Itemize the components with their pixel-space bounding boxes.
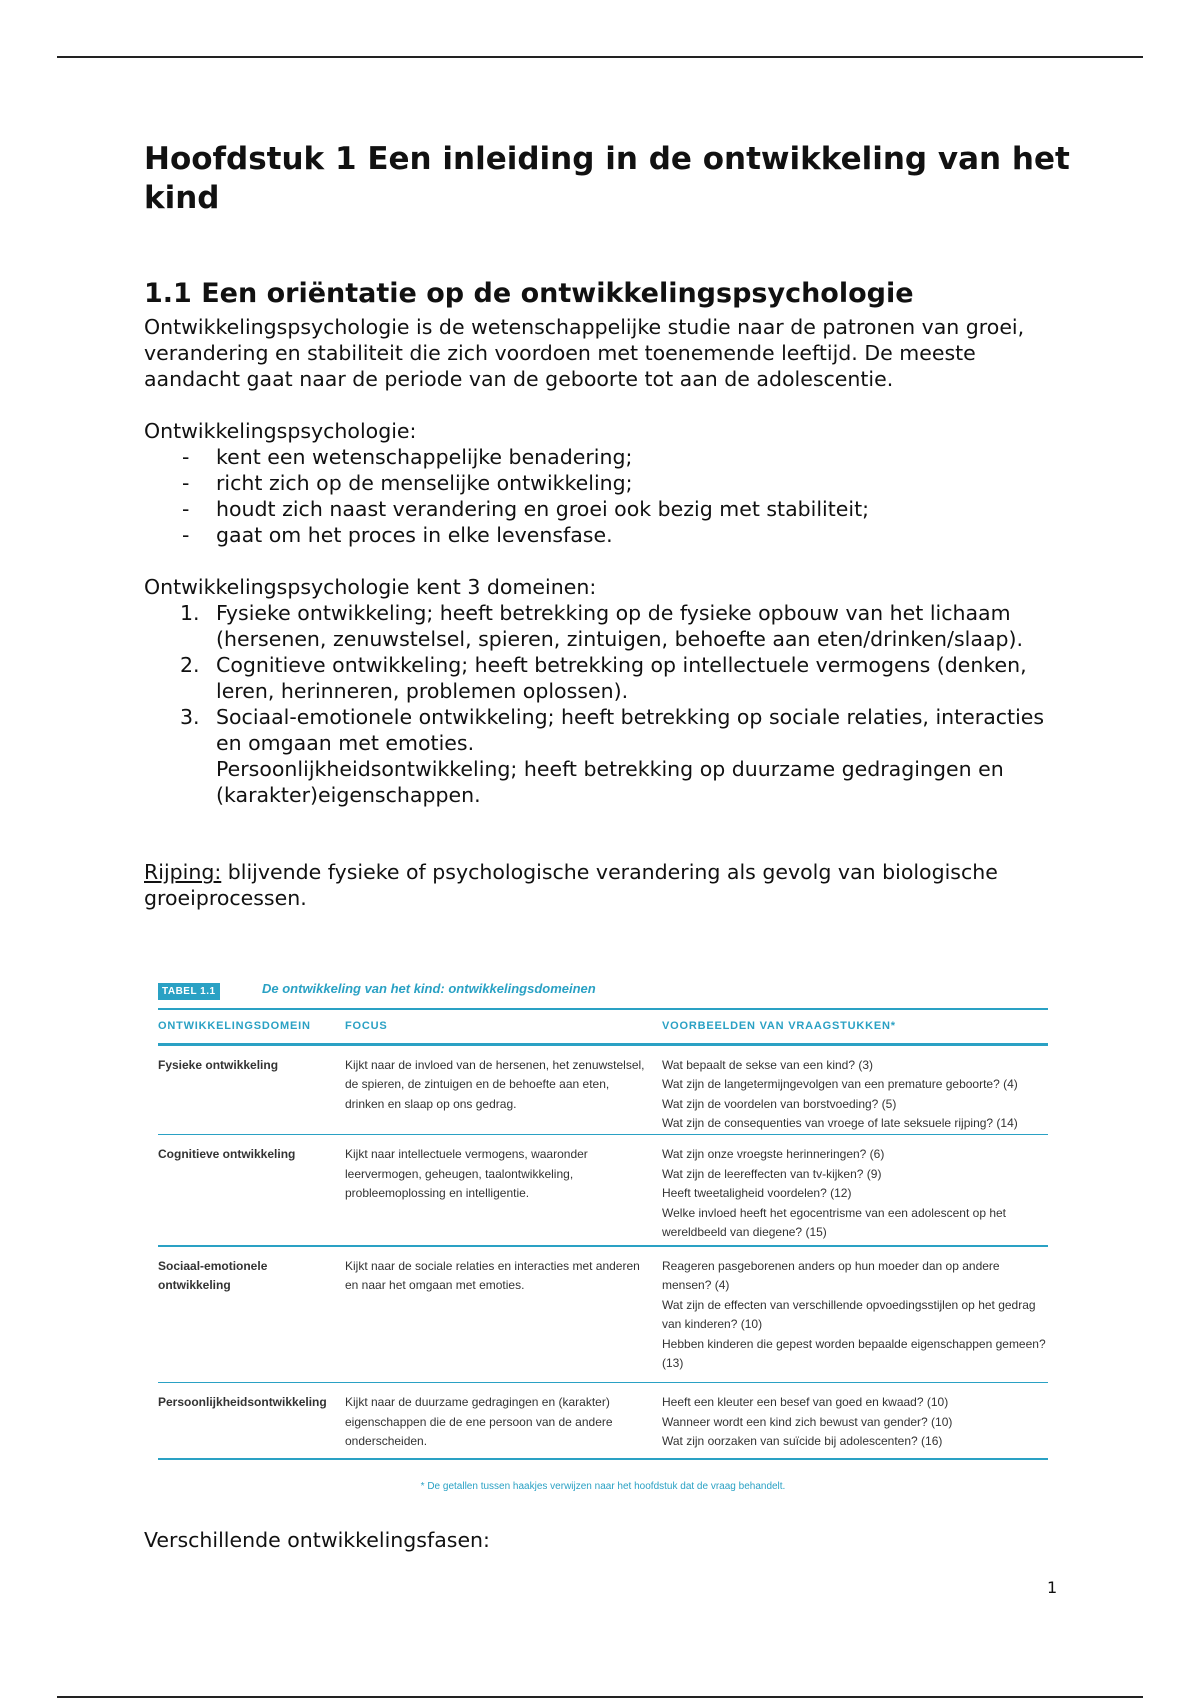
section-heading: 1.1 Een oriëntatie op de ontwikkelingspsychologie [144, 278, 914, 309]
table-row: Sociaal-emotionele ontwikkeling Kijkt naar de sociale relaties en interacties met anderen en naar het omgaan met emoties. Reageren pasgeborenen anders op hun moeder dan op andere mensen? (4) Wat zijn de effecten van verschillende opvoedingsstijlen op het gedrag van kinderen? (10) Hebben kinderen die gepest worden bepaalde eigenschappen gemeen? (13) [158, 1258, 1046, 1370]
table-bottom-rule [158, 1458, 1048, 1460]
characteristics-list [144, 444, 1074, 548]
development-domains-table [158, 978, 1048, 1492]
list-item: - kent een wetenschappelijke benadering; [182, 445, 633, 469]
list-item: 3. Sociaal-emotionele ontwikkeling; heeft betrekking op sociale relaties, interacties en omgaan met emoties. [180, 705, 1045, 755]
domains-list [144, 600, 1074, 808]
list-item: Persoonlijkheidsontwikkeling; heeft betrekking op duurzame gedragingen en (karakter)eigenschappen. [216, 757, 1004, 807]
list2-intro: Ontwikkelingspsychologie kent 3 domeinen: [144, 575, 597, 599]
list-item: - richt zich op de menselijke ontwikkeling; [182, 471, 633, 495]
table-row: Fysieke ontwikkeling Kijkt naar de invloed van de hersenen, het zenuwstelsel, de spieren, de zintuigen en de behoefte aan eten, drinken en slaap op ons gedrag. Wat bepaalt de sekse van een kind? (3) Wat zijn de langetermijngevolgen van een premature geboorte? (4) Wat zijn de voordelen van borstvoeding? (5) Wat zijn de consequenties van vroege of late seksuele rijping? (14) [158, 1057, 1018, 1130]
list1-intro: Ontwikkelingspsychologie: [144, 419, 417, 443]
table-badge: TABEL 1.1 [158, 983, 220, 1000]
list-item: 2. Cognitieve ontwikkeling; heeft betrekking op intellectuele vermogens (denken, leren, herinneren, problemen oplossen). [180, 653, 1027, 703]
definition-text: blijvende fysieke of psychologische verandering als gevolg van biologische groeiprocessen. [144, 860, 998, 910]
intro-paragraph: Ontwikkelingspsychologie is de wetenschappelijke studie naar de patronen van groei, verandering en stabiliteit die zich voordoen met toenemende leeftijd. De meeste aandacht gaat naar de periode van de geboorte tot aan de adolescentie. [144, 315, 1025, 391]
header-examples: VOORBEELDEN VAN VRAAGSTUKKEN* [662, 1019, 896, 1032]
header-rule [57, 56, 1143, 58]
table-row: Cognitieve ontwikkeling Kijkt naar intellectuele vermogens, waaronder leervermogen, geheugen, taalontwikkeling, probleemoplossing en intelligentie. Wat zijn onze vroegste herinneringen? (6) Wat zijn de leereffecten van tv-kijken? (9) Heeft tweetaligheid voordelen? (12) Welke invloed heeft het egocentrisme van een adolescent op het wereldbeeld van diegene? (15) [158, 1147, 1007, 1239]
list-item: 1. Fysieke ontwikkeling; heeft betrekking op de fysieke opbouw van het lichaam (hersenen, zenuwstelsel, spieren, zintuigen, behoefte aan eten/drinken/slaap). [180, 601, 1023, 651]
phases-line: Verschillende ontwikkelingsfasen: [144, 1528, 490, 1552]
definition-term: Rijping: [144, 860, 222, 884]
chapter-heading: Hoofdstuk 1 Een inleiding in de ontwikkeling van het kind [144, 141, 1070, 216]
page-number: 1 [1047, 1578, 1058, 1597]
header-focus: FOCUS [345, 1019, 388, 1032]
table-footnote: * De getallen tussen haakjes verwijzen naar het hoofdstuk dat de vraag behandelt. [420, 1480, 786, 1492]
table-caption [158, 978, 1048, 1008]
table-header-row [158, 1010, 1048, 1043]
definition-rijping [144, 859, 1074, 911]
footer-rule [57, 1696, 1143, 1698]
table-row: Persoonlijkheidsontwikkeling Kijkt naar de duurzame gedragingen en (karakter) eigenschappen die de ene persoon van de andere onderscheiden. Heeft een kleuter een besef van goed en kwaad? (10) Wanneer wordt een kind zich bewust van gender? (10) Wat zijn oorzaken van suïcide bij adolescenten? (16) [158, 1395, 953, 1448]
table-title: De ontwikkeling van het kind: ontwikkelingsdomeinen [262, 981, 596, 996]
list-item: - gaat om het proces in elke levensfase. [182, 523, 613, 547]
list-item: - houdt zich naast verandering en groei ook bezig met stabiliteit; [182, 497, 870, 521]
header-domain: ONTWIKKELINGSDOMEIN [158, 1019, 311, 1032]
